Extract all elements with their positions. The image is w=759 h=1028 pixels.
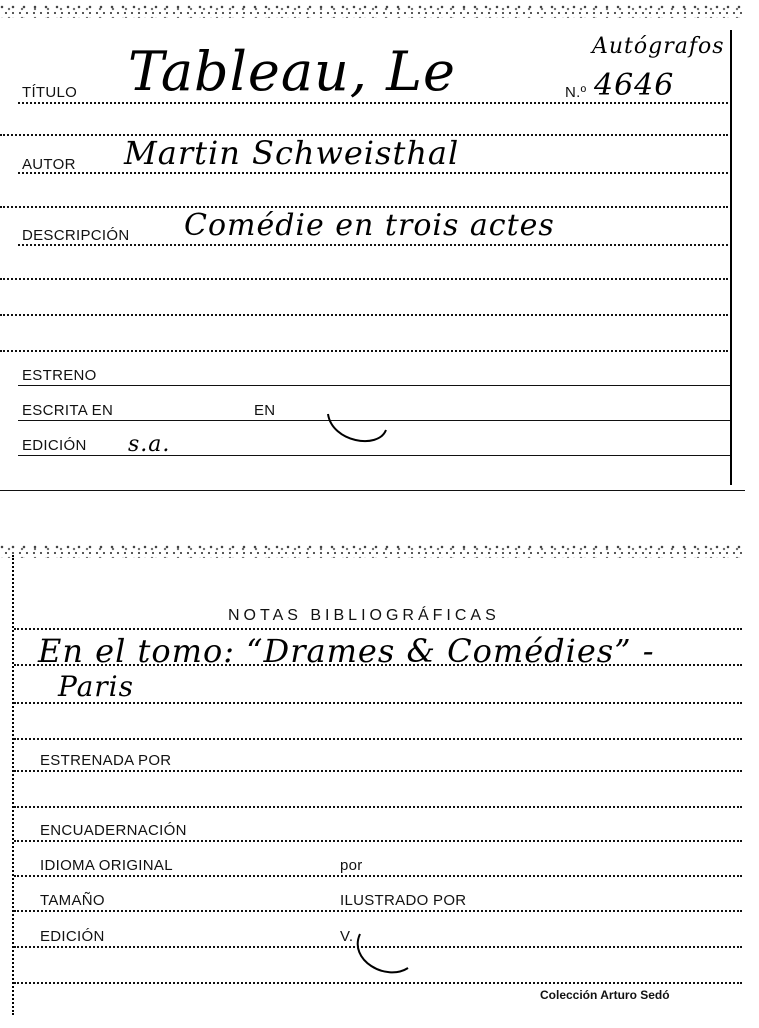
label-por: por	[340, 857, 363, 874]
label-titulo: TÍTULO	[22, 84, 78, 101]
label-edicion-back: EDICIÓN	[40, 928, 105, 945]
heading-notas: NOTAS BIBLIOGRÁFICAS	[228, 607, 500, 624]
label-autor: AUTOR	[22, 156, 76, 173]
card-right-edge	[730, 30, 732, 485]
rule-idioma	[14, 875, 742, 877]
rule-autor	[18, 172, 728, 174]
value-numero: 4646	[594, 68, 675, 103]
card-top-edge	[0, 544, 745, 558]
label-descripcion: DESCRIPCIÓN	[22, 227, 130, 244]
rule-blank	[14, 806, 742, 808]
punch-hole-mark	[322, 408, 392, 456]
label-estrenada-por: ESTRENADA POR	[40, 752, 172, 769]
card-front	[0, 0, 759, 500]
note-line-1: En el tomo: “Drames & Comédies” -	[38, 632, 655, 670]
rule-titulo	[18, 102, 728, 104]
label-escrita-en: ESCRITA EN	[22, 402, 114, 419]
label-edicion: EDICIÓN	[22, 437, 87, 454]
card-bottom-edge	[0, 490, 745, 491]
rule-bottom	[14, 982, 742, 984]
label-v: V.	[340, 928, 354, 945]
value-descripcion: Comédie en trois actes	[184, 208, 555, 243]
value-titulo: Tableau, Le	[128, 40, 456, 103]
rule-estreno	[18, 385, 730, 386]
rule-tamano	[14, 910, 742, 912]
label-estreno: ESTRENO	[22, 367, 97, 384]
label-ilustrado: ILUSTRADO POR	[340, 892, 467, 909]
label-en: EN	[254, 402, 276, 419]
value-edicion: s.a.	[128, 432, 171, 457]
value-autor: Martin Schweisthal	[124, 134, 460, 172]
punch-hole-mark	[346, 930, 416, 982]
rule-heading	[14, 628, 742, 630]
label-numero: N.º	[565, 84, 587, 101]
rule-note-3	[14, 738, 742, 740]
rule-encuadernacion	[14, 840, 742, 842]
label-tamano: TAMAÑO	[40, 892, 105, 909]
rule-5	[0, 350, 728, 352]
card-back	[0, 530, 759, 1028]
card-top-edge	[0, 4, 745, 18]
label-idioma: IDIOMA ORIGINAL	[40, 857, 173, 874]
note-line-2: Paris	[58, 670, 134, 703]
label-encuadernacion: ENCUADERNACIÓN	[40, 822, 187, 839]
collection-credit: Colección Arturo Sedó	[540, 988, 670, 1002]
annotation-autografos: Autógrafos	[592, 34, 725, 59]
rule-note-1	[14, 664, 742, 666]
rule-4	[0, 314, 728, 316]
rule-3	[0, 278, 728, 280]
rule-estrenada	[14, 770, 742, 772]
rule-note-2	[14, 702, 742, 704]
rule-descripcion	[18, 244, 728, 246]
